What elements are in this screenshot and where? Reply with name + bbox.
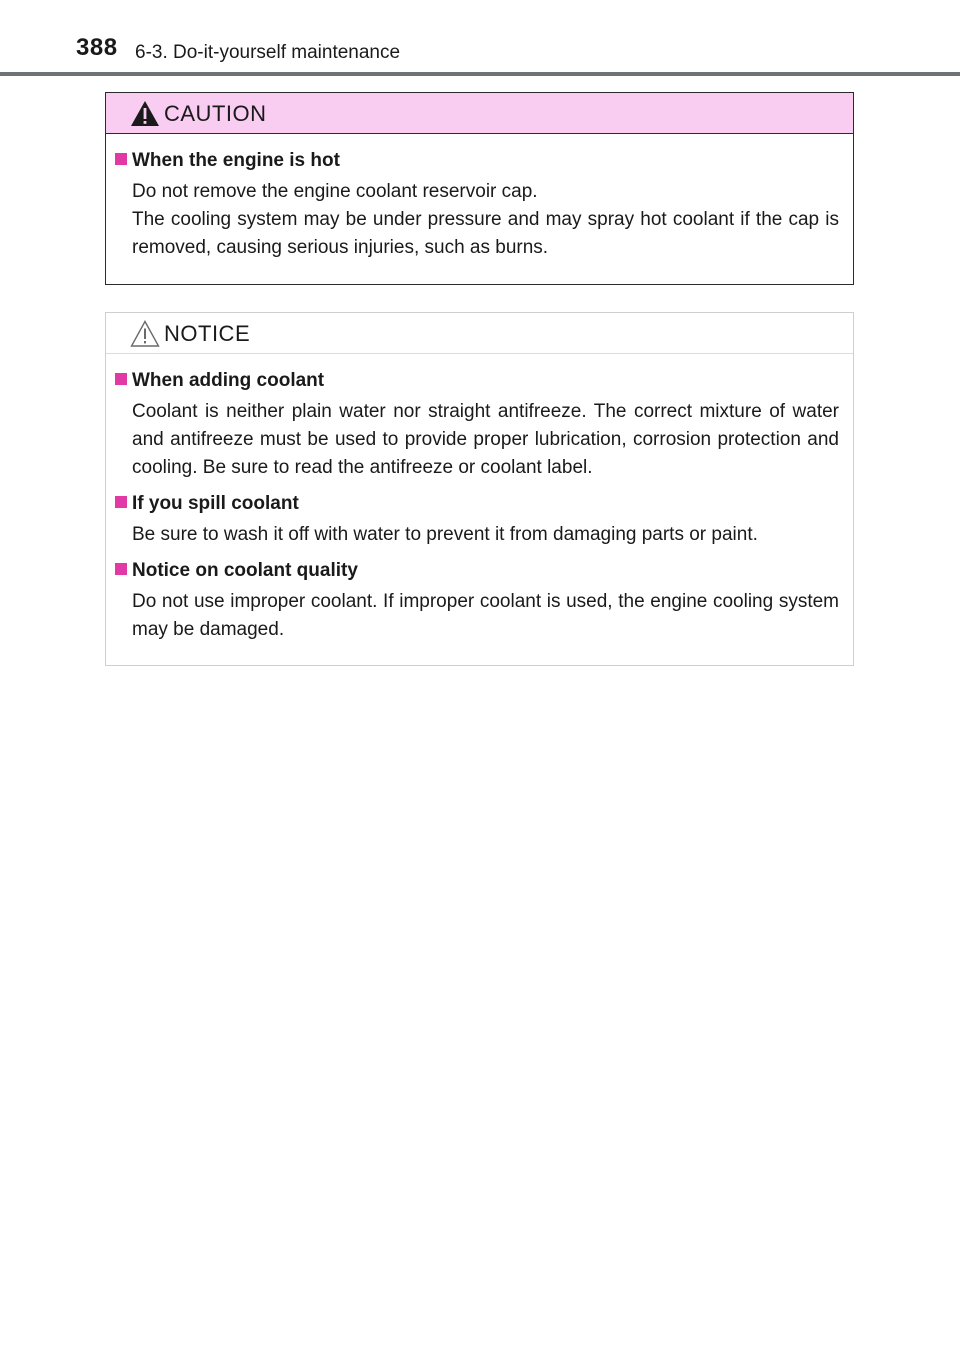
caution-items [106, 134, 853, 262]
item-body [132, 178, 839, 262]
item-body: Be sure to wash it off with water to prevent it from damaging parts or paint. [132, 524, 758, 545]
warning-triangle-outline-icon [130, 320, 160, 347]
notice-label: NOTICE [164, 321, 251, 346]
page-header [0, 0, 960, 78]
notice-items [106, 354, 853, 644]
square-bullet-icon [115, 373, 127, 385]
square-bullet-icon [115, 563, 127, 575]
notice-item [106, 369, 839, 482]
item-body-line: Do not remove the engine coolant reservoir cap. [132, 181, 538, 202]
item-title: Notice on coolant quality [132, 560, 358, 581]
item-title: When adding coolant [132, 370, 325, 391]
item-body-line: The cooling system may be under pressure and may spray hot coolant if the cap is removed, causing serious injuries, such as burns. [132, 209, 839, 258]
caution-item [106, 149, 839, 262]
item-body: Do not use improper coolant. If improper coolant is used, the engine cooling system may be damaged. [132, 591, 839, 640]
warning-triangle-filled-icon [130, 100, 160, 127]
caution-label: CAUTION [164, 101, 267, 126]
caution-header [106, 93, 853, 134]
section-title: 6-3. Do-it-yourself maintenance [135, 42, 401, 63]
header-divider [0, 72, 960, 76]
item-body: Coolant is neither plain water nor straight antifreeze. The correct mixture of water and antifreeze must be used to provide proper lubrication, corrosion protection and cooling. Be sure to read the antifreeze or coolant label. [132, 401, 839, 478]
square-bullet-icon [115, 153, 127, 165]
notice-item [106, 492, 839, 549]
notice-item [106, 559, 839, 644]
notice-header [106, 313, 853, 354]
item-title: When the engine is hot [132, 150, 340, 171]
caution-box [105, 92, 854, 285]
square-bullet-icon [115, 496, 127, 508]
notice-box [105, 312, 854, 666]
item-title: If you spill coolant [132, 493, 299, 514]
page-number: 388 [76, 34, 118, 61]
